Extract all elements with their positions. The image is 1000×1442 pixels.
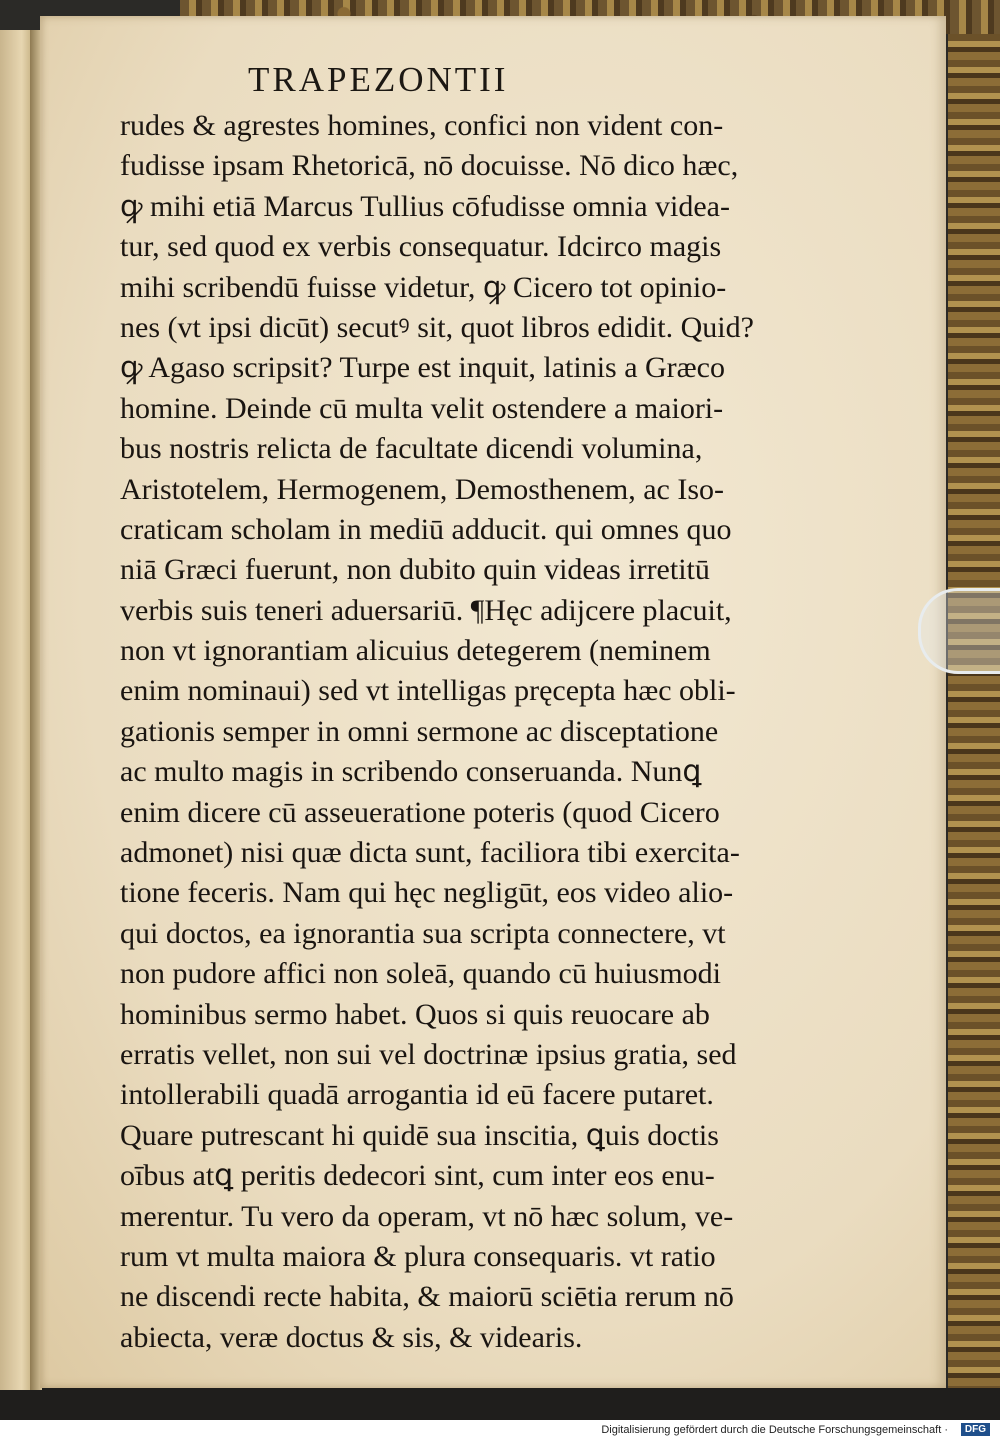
text-line: tione feceris. Nam qui hęc negligūt, eos video alio- xyxy=(120,876,734,910)
text-line: enim nominaui) sed vt intelligas pręcepta hæc obli- xyxy=(120,674,736,708)
text-line: rudes & agrestes homines, confici non vident con- xyxy=(120,109,724,142)
text-line: ne discendi recte habita, & maiorū sciētia rerum nō xyxy=(120,1280,734,1314)
text-line: homine. Deinde cū multa velit ostendere a maiori- xyxy=(120,391,724,425)
text-line: verbis suis teneri aduersariū. ¶Hęc adijcere placuit, xyxy=(120,593,732,627)
marbled-cover-right xyxy=(948,34,1000,1420)
text-line: ꝙ mihi etiā Marcus Tullius cōfudisse omnia videa- xyxy=(120,189,730,223)
text-line: qui doctos, ea ignorantia sua scripta connectere, vt xyxy=(120,916,726,950)
text-line: non pudore affici non soleā, quando cū huiusmodi xyxy=(120,957,721,991)
text-line: enim dicere cū asseueratione poteris (quod Cicero xyxy=(120,795,720,829)
text-line: niā Græci fuerunt, non dubito quin videas irretitū xyxy=(120,553,710,587)
text-line: admonet) nisi quæ dicta sunt, faciliora tibi exercita- xyxy=(120,836,740,870)
text-line: erratis vellet, non sui vel doctrinæ ipsius gratia, sed xyxy=(120,1037,737,1071)
digitization-credit: Digitalisierung gefördert durch die Deutsche Forschungsgemeinschaft · xyxy=(601,1424,948,1436)
text-line: Aristotelem, Hermogenem, Demosthenem, ac Iso- xyxy=(120,472,724,506)
text-line: merentur. Tu vero da operam, vt nō hæc solum, ve- xyxy=(120,1199,734,1233)
running-head: TRAPEZONTII xyxy=(248,60,509,99)
text-line: abiecta, veræ doctus & sis, & videaris. xyxy=(120,1320,583,1354)
text-line: mihi scribendū fuisse videtur, ꝙ Cicero tot opinio- xyxy=(120,270,727,304)
text-line: ꝙ Agaso scripsit? Turpe est inquit, latinis a Græco xyxy=(120,351,725,385)
body-text xyxy=(120,106,760,1358)
text-line: rum vt multa maiora & plura consequaris. vt ratio xyxy=(120,1239,716,1273)
page-clip xyxy=(918,588,1000,674)
text-line: non vt ignorantiam alicuius detegerem (neminem xyxy=(120,634,711,668)
text-line: gationis semper in omni sermone ac disceptatione xyxy=(120,714,719,748)
text-line: Quare putrescant hi quidē sua inscitia, ꝗuis doctis xyxy=(120,1118,719,1152)
text-line: bus nostris relicta de facultate dicendi volumina, xyxy=(120,432,703,466)
text-line: nes (vt ipsi dicūt) secutꝰ sit, quot libros edidit. Quid? xyxy=(120,310,754,344)
text-line: oībus atꝗ peritis dedecori sint, cum inter eos enu- xyxy=(120,1159,715,1193)
text-line: intollerabili quadā arrogantia id eū facere putaret. xyxy=(120,1078,714,1112)
text-line: tur, sed quod ex verbis consequatur. Idcirco magis xyxy=(120,230,722,264)
text-line: hominibus sermo habet. Quos si quis reuocare ab xyxy=(120,997,710,1031)
text-line: craticam scholam in mediū adducit. qui omnes quo xyxy=(120,512,732,546)
text-line: ac multo magis in scribendo conseruanda. Nunꝗ xyxy=(120,755,702,789)
book-board-bottom xyxy=(0,1388,1000,1420)
dfg-logo: DFG xyxy=(961,1423,990,1436)
text-line: fudisse ipsam Rhetoricā, nō docuisse. Nō dico hæc, xyxy=(120,149,739,183)
